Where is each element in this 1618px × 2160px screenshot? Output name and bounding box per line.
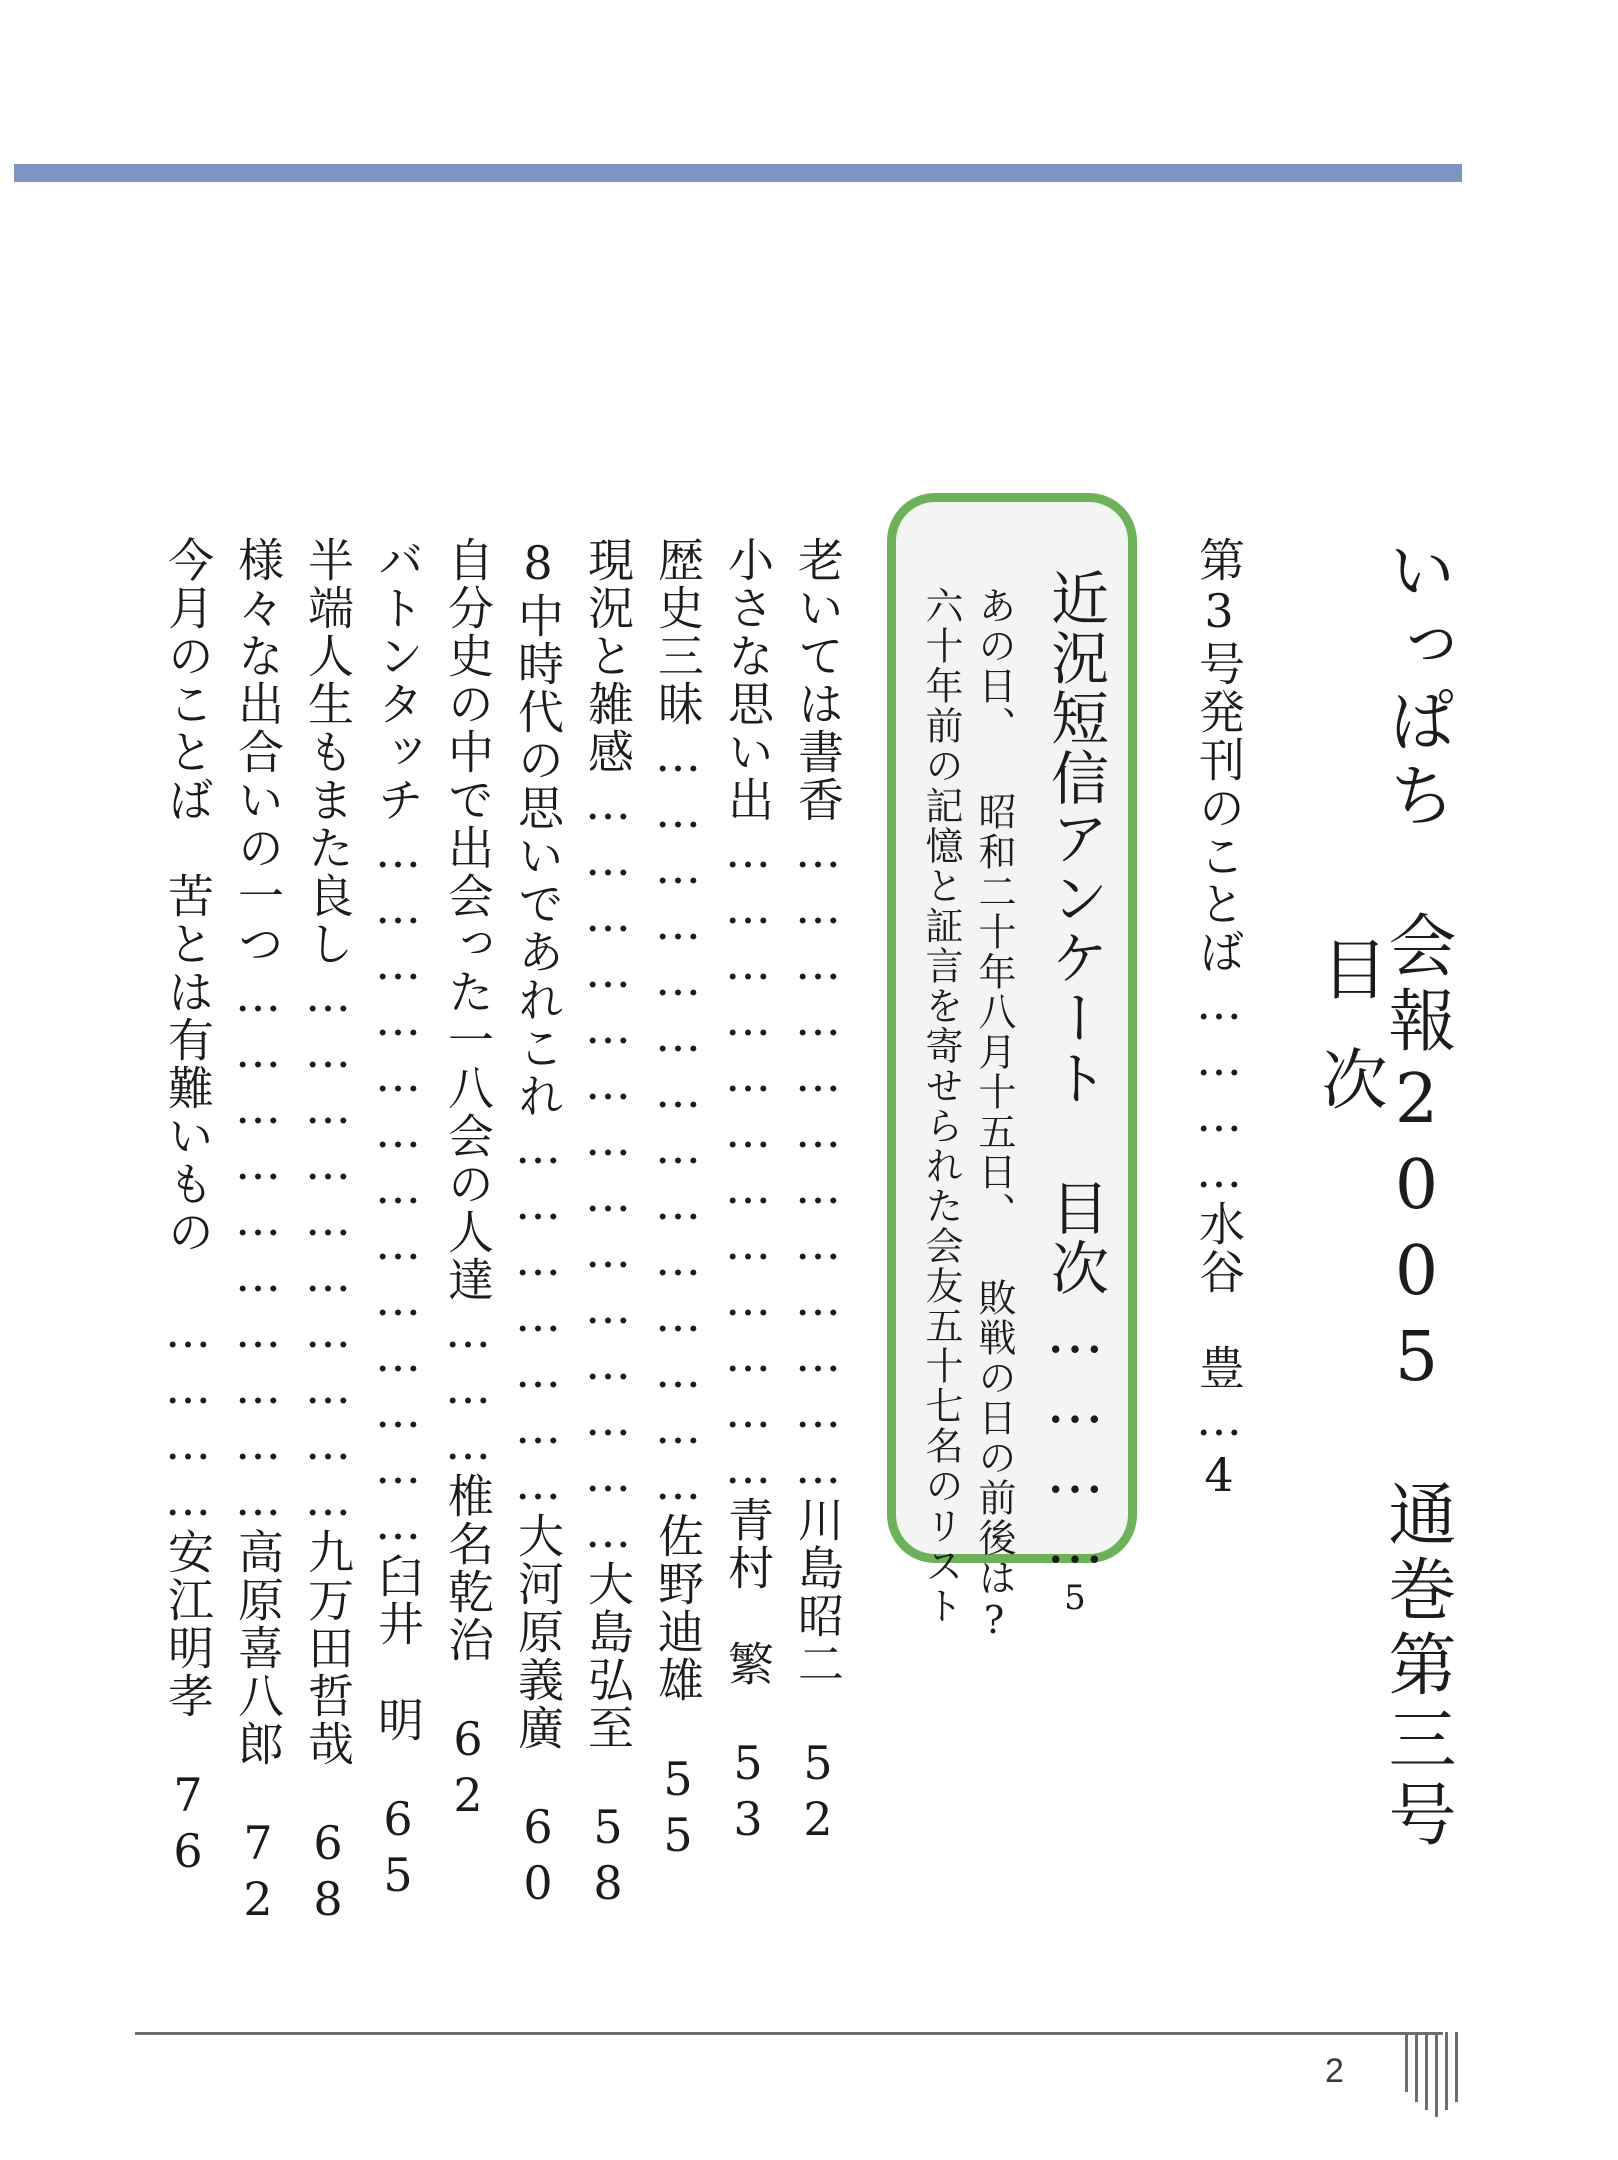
entry-page: 4: [1192, 1448, 1246, 1504]
entry-author: 水谷 豊: [1192, 1200, 1246, 1392]
survey-page: 5: [1055, 1578, 1095, 1620]
entry-title: 8中時代の思いであれこれ: [511, 536, 565, 1120]
entry-page: 76: [161, 1768, 215, 1880]
dot-leader: ………………………………: [721, 824, 775, 1496]
entry-title: 現況と雑感: [581, 536, 635, 776]
dot-leader: …………: [161, 1304, 215, 1528]
entry-author: 安江明孝: [161, 1528, 215, 1720]
entry-title: 様々な出合いの一つ: [231, 536, 285, 968]
toc-entry: [441, 536, 495, 1824]
dot-leader: …………………………: [301, 968, 355, 1528]
dot-leader: …………………………………: [371, 824, 425, 1552]
entry-title: 自分史の中で出会った一八会の人達: [441, 536, 495, 1304]
dot-leader: ………………………………: [791, 824, 845, 1496]
footer-decoration: [1405, 2032, 1465, 2117]
toc-heading: 目次: [1310, 935, 1387, 1155]
entry-title: 歴史三昧: [651, 536, 705, 728]
toc-entry: [161, 536, 215, 1880]
dot-leader: …………………………: [231, 968, 285, 1528]
dot-leader: …………: [1192, 976, 1246, 1200]
dot-leader: ……………………………………: [581, 776, 635, 1560]
issue-title: いっぱち 会報2005 通巻第三号: [1377, 535, 1456, 1854]
survey-description-line1: あの日、 昭和二十年八月十五日、 敗戦の日の前後は?: [972, 586, 1016, 1644]
entry-author: 佐野迪雄: [651, 1512, 705, 1704]
entry-title: 第3号発刊のことば: [1192, 536, 1246, 976]
page-number: 2: [1325, 2052, 1344, 2090]
dot-leader: ……………………………………: [651, 728, 705, 1512]
toc-entry: [651, 536, 705, 1864]
entry-author: 椎名乾治: [441, 1472, 495, 1664]
toc-entry: [581, 536, 635, 1912]
survey-title: 近況短信アンケート 目次: [1041, 568, 1109, 1298]
footer-rule: [135, 2032, 1443, 2035]
toc-entry: [511, 536, 565, 1912]
entry-title: 半端人生もまた良し: [301, 536, 355, 968]
dot-leader: ………: [441, 1304, 495, 1472]
entry-author: 大河原義廣: [511, 1512, 565, 1752]
toc-entry: [791, 536, 845, 1848]
dot-leader: …………: [1041, 1298, 1109, 1578]
toc-entry: [231, 536, 285, 1928]
entry-page: 68: [301, 1816, 355, 1928]
header-bar: [14, 164, 1462, 182]
toc-entry: [371, 536, 425, 1904]
entry-author: 九万田哲哉: [301, 1528, 355, 1768]
survey-description-line2: 六十年前の記憶と証言を寄せられた会友五十七名のリスト: [919, 586, 963, 1626]
entry-author: 大島弘至: [581, 1560, 635, 1752]
entry-page: 52: [791, 1736, 845, 1848]
entry-page: 58: [581, 1800, 635, 1912]
entry-page: 55: [651, 1752, 705, 1864]
entry-page: 53: [721, 1736, 775, 1848]
entry-author: 高原喜八郎: [231, 1528, 285, 1768]
survey-entry: [1041, 568, 1109, 1620]
entry-title: 老いては書香: [791, 536, 845, 824]
entry-author: 川島昭二: [791, 1496, 845, 1688]
entry-author: 臼井 明: [371, 1552, 425, 1744]
toc-entry: [301, 536, 355, 1928]
toc-entry-preface: [1192, 536, 1246, 1504]
entry-title: バトンタッチ: [371, 536, 425, 824]
entry-title: 小さな思い出: [721, 536, 775, 824]
entry-page: 72: [231, 1816, 285, 1928]
entry-title: 今月のことば 苦とは有難いもの: [161, 536, 215, 1304]
entry-page: 60: [511, 1800, 565, 1912]
entry-author: 青村 繁: [721, 1496, 775, 1688]
entry-page: 62: [441, 1712, 495, 1824]
dot-leader: …………………: [511, 1120, 565, 1512]
dot-leader-short: …: [1192, 1392, 1246, 1448]
toc-entry: [721, 536, 775, 1848]
entry-page: 65: [371, 1792, 425, 1904]
